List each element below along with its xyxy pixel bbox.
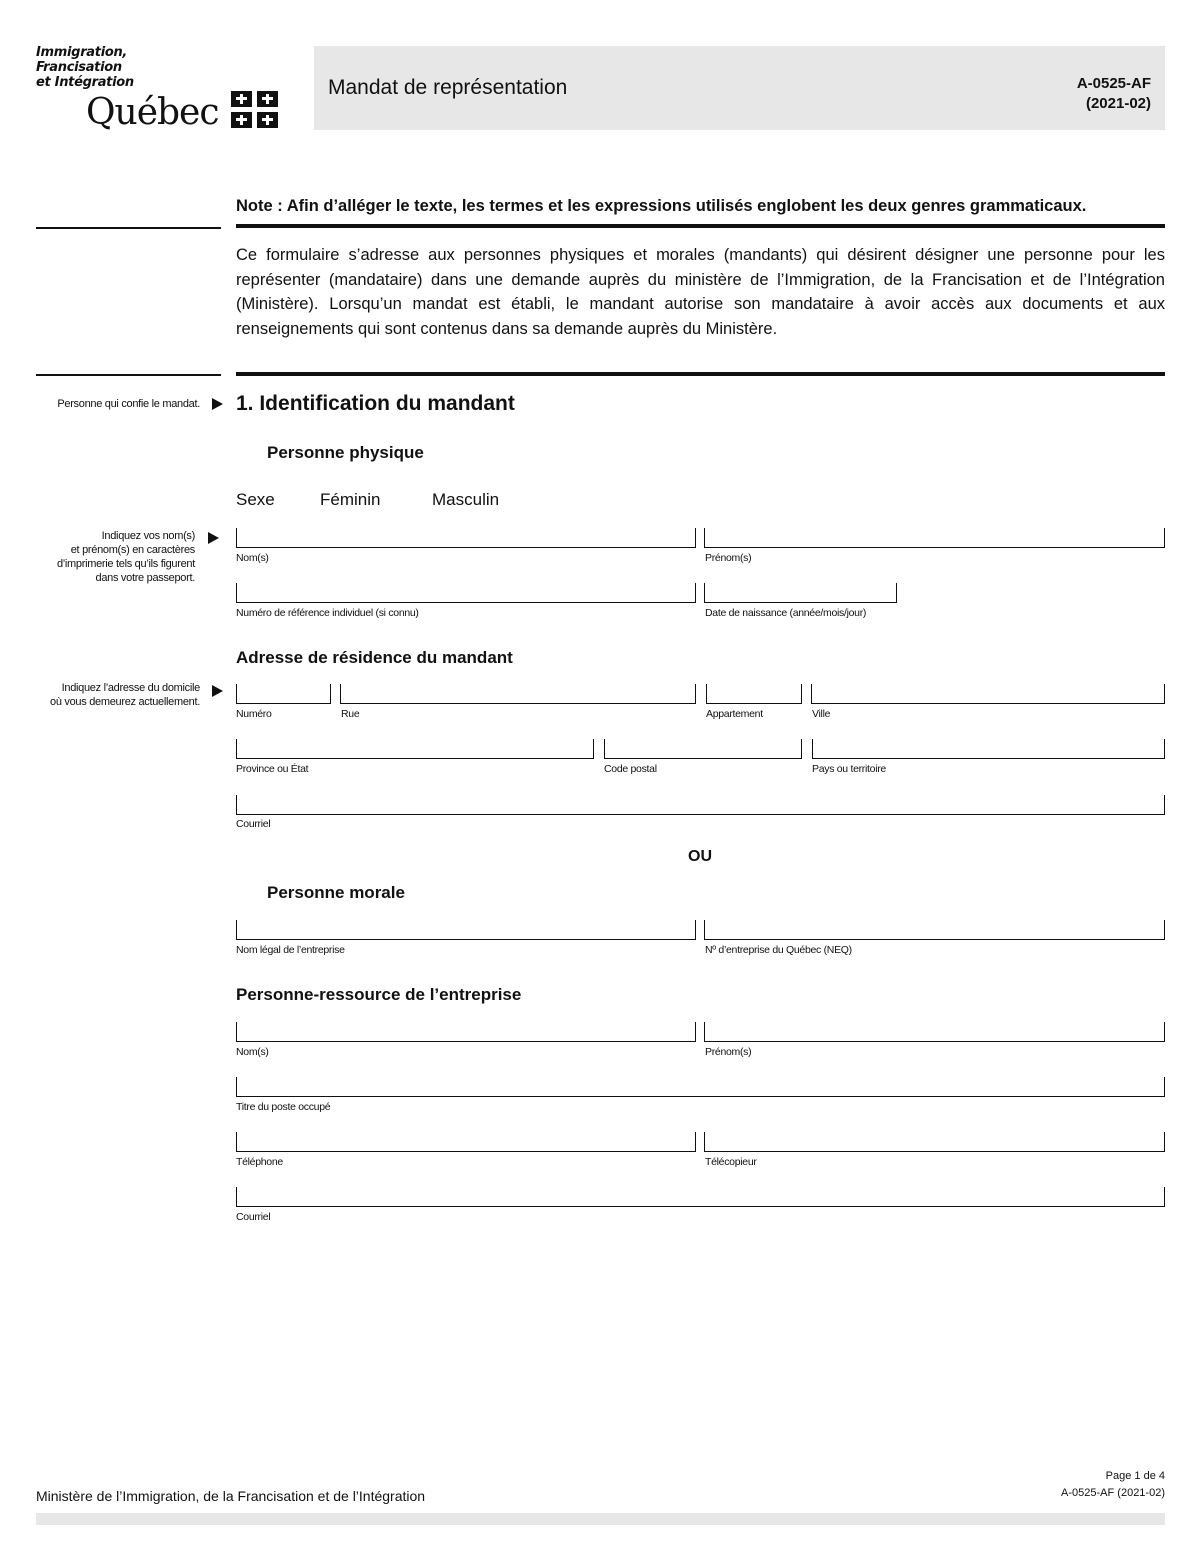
contact-person-title: Personne-ressource de l’entreprise [236,985,522,1004]
legal-name-field[interactable] [236,920,696,940]
section-rule-left [36,374,221,376]
fax-field[interactable] [704,1132,1165,1152]
last-name-field[interactable] [236,528,696,548]
province-label: Province ou État [236,763,309,775]
street-number-label: Numéro [236,708,272,720]
address-title: Adresse de résidence du mandant [236,648,513,667]
job-title-label: Titre du poste occupé [236,1101,331,1113]
logo-line-3: et Intégration [36,75,134,90]
section1-title: 1. Identification du mandant [236,392,515,415]
footer-form-code: A-0525-AF (2021-02) [1061,1487,1165,1499]
or-separator: OU [688,848,712,865]
logo-line-1: Immigration, [36,45,128,60]
postal-code-field[interactable] [604,739,802,759]
country-label: Pays ou territoire [812,763,886,775]
intro-paragraph: Ce formulaire s’adresse aux personnes physiques et morales (mandants) qui désirent désigner une personne pour les représenter (mandataire) dans une demande auprès du ministère de l’Immigration, de la Francisation et de l’Intégration (Ministère). Lorsqu’un mandat est établi, le mandant autorise son mandataire à avoir accès aux documents et aux renseignements qui sont contenus dans sa demande auprès du Ministère. [236,246,1165,338]
street-field[interactable] [340,684,696,704]
form-code [1077,74,1151,114]
section-rule [236,372,1165,376]
neq-label: Nº d’entreprise du Québec (NEQ) [705,944,852,956]
contact-last-name-field[interactable] [236,1022,696,1042]
street-number-field[interactable] [236,684,331,704]
address-margin-note: Indiquez l’adresse du domicile où vous demeurez actuellement. [50,682,200,708]
names-margin-note: Indiquez vos nom(s) et prénom(s) en caractères d’imprimerie tels qu’ils figurent dans votre passeport. [56,530,195,584]
logo-wordmark: Québec [86,92,219,133]
contact-last-name-label: Nom(s) [236,1046,269,1058]
header-band [314,46,1165,130]
contact-email-label: Courriel [236,1211,271,1223]
first-name-field[interactable] [704,528,1165,548]
phone-label: Téléphone [236,1156,283,1168]
phone-field[interactable] [236,1132,696,1152]
city-field[interactable] [811,684,1165,704]
contact-first-name-label: Prénom(s) [705,1046,752,1058]
legal-person-title: Personne morale [267,883,405,902]
postal-code-label: Code postal [604,763,657,775]
footer-ministry: Ministère de l’Immigration, de la Francisation et de l’Intégration [36,1488,426,1504]
arrow-right-icon [212,398,223,410]
note-rule-left [36,227,221,229]
apartment-label: Appartement [706,708,763,720]
note-rule [236,224,1165,228]
email-field[interactable] [236,795,1165,815]
country-field[interactable] [812,739,1165,759]
section1-margin-note: Personne qui confie le mandat. [57,398,200,410]
contact-email-field[interactable] [236,1187,1165,1207]
footer-page-info [1061,1468,1165,1502]
reference-number-field[interactable] [236,583,696,603]
birth-date-field[interactable] [704,583,897,603]
email-label: Courriel [236,818,271,830]
province-field[interactable] [236,739,594,759]
sex-label: Sexe [236,490,275,509]
job-title-field[interactable] [236,1077,1165,1097]
fax-label: Télécopieur [705,1156,757,1168]
footer-bar [36,1513,1165,1525]
form-title: Mandat de représentation [328,76,568,99]
birth-date-label: Date de naissance (année/mois/jour) [705,607,867,619]
neq-field[interactable] [704,920,1165,940]
apartment-field[interactable] [706,684,802,704]
quebec-logo [36,46,296,136]
arrow-right-icon [208,532,219,544]
sex-option-female[interactable]: Féminin [320,490,381,509]
physical-person-title: Personne physique [267,443,424,462]
form-code-number: A-0525-AF [1076,75,1151,92]
reference-number-label: Numéro de référence individuel (si connu) [236,607,419,619]
page-number: Page 1 de 4 [1105,1470,1165,1482]
form-code-date: (2021-02) [1085,95,1151,112]
contact-first-name-field[interactable] [704,1022,1165,1042]
gender-note: Note : Afin d’alléger le texte, les termes et les expressions utilisés englobent les deux genres grammaticaux. [236,197,1087,215]
city-label: Ville [812,708,831,720]
logo-line-2: Francisation [36,60,122,75]
last-name-label: Nom(s) [236,552,269,564]
legal-name-label: Nom légal de l’entreprise [236,944,345,956]
first-name-label: Prénom(s) [705,552,752,564]
street-label: Rue [341,708,360,720]
sex-option-male[interactable]: Masculin [432,490,500,509]
arrow-right-icon [212,685,223,697]
fleurdelise-flag-icon [231,91,287,131]
